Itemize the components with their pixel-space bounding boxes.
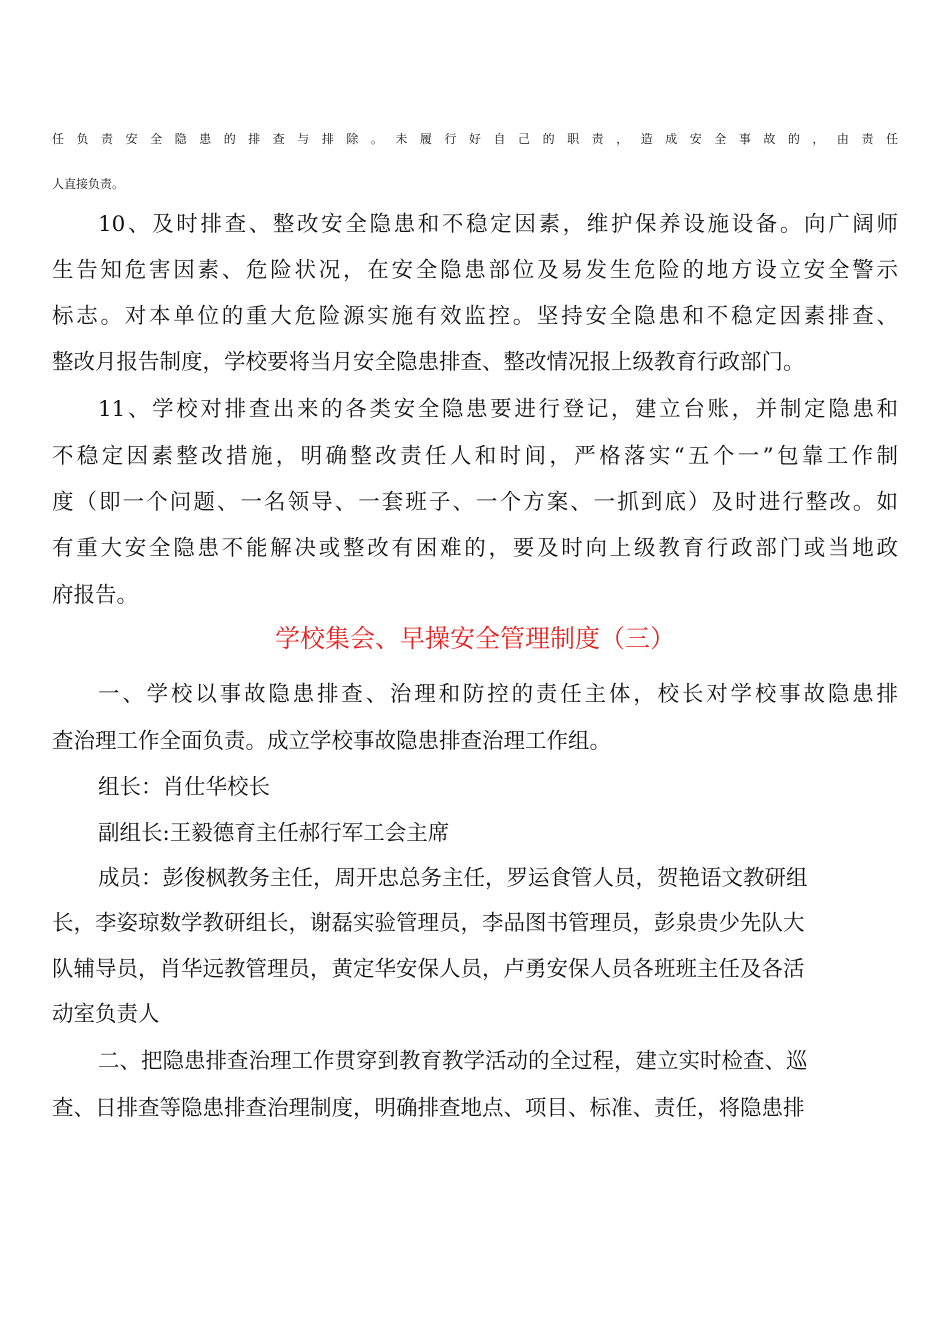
item-11-line: 有重大安全隐患不能解决或整改有困难的，要及时向上级教育行政部门或当地政 xyxy=(52,536,898,561)
leader-line: 组长：肖仕华校长 xyxy=(98,775,271,800)
item-11-line: 不稳定因素整改措施，明确整改责任人和时间，严格落实“五个一”包靠工作制 xyxy=(52,444,898,469)
members-line: 长，李姿琼数学教研组长，谢磊实验管理员，李品图书管理员，彭泉贵少先队大 xyxy=(52,911,805,936)
item-10-line: 10、及时排查、整改安全隐患和不稳定因素，维护保养设施设备。向广阔师 xyxy=(98,212,898,237)
item-10-line: 整改月报告制度，学校要将当月安全隐患排查、整改情况报上级教育行政部门。 xyxy=(52,350,805,375)
section-1-line: 查治理工作全面负责。成立学校事故隐患排查治理工作组。 xyxy=(52,729,612,754)
deputy-leader-line: 副组长:王毅德育主任郝行军工会主席 xyxy=(98,821,450,846)
members-line: 队辅导员，肖华远教管理员，黄定华安保人员，卢勇安保人员各班班主任及各活 xyxy=(52,957,805,982)
item-11-line: 度（即一个问题、一名领导、一套班子、一个方案、一抓到底）及时进行整改。如 xyxy=(52,490,898,515)
item-10-line: 标志。对本单位的重大危险源实施有效监控。坚持安全隐患和不稳定因素排查、 xyxy=(52,304,898,329)
members-line: 动室负责人 xyxy=(52,1002,160,1027)
body-text-line: 人直接负责。 xyxy=(52,177,125,191)
section-heading: 学校集会、早操安全管理制度（三） xyxy=(274,624,675,653)
section-2-line: 二、把隐患排查治理工作贯穿到教育教学活动的全过程，建立实时检查、巡 xyxy=(98,1049,808,1074)
body-text-line: 任负责安全隐患的排查与排除。未履行好自己的职责，造成安全事故的，由责任 xyxy=(52,132,898,146)
members-line: 成员：彭俊枫教务主任，周开忠总务主任，罗运食管人员，贺艳语文教研组 xyxy=(98,866,808,891)
section-2-line: 查、日排查等隐患排查治理制度，明确排查地点、项目、标准、责任，将隐患排 xyxy=(52,1096,805,1121)
item-11-line: 府报告。 xyxy=(52,583,139,608)
item-11-line: 11、学校对排查出来的各类安全隐患要进行登记，建立台账，并制定隐患和 xyxy=(98,397,898,422)
item-10-line: 生告知危害因素、危险状况，在安全隐患部位及易发生危险的地方设立安全警示 xyxy=(52,258,898,283)
section-1-line: 一、学校以事故隐患排查、治理和防控的责任主体，校长对学校事故隐患排 xyxy=(98,682,898,707)
